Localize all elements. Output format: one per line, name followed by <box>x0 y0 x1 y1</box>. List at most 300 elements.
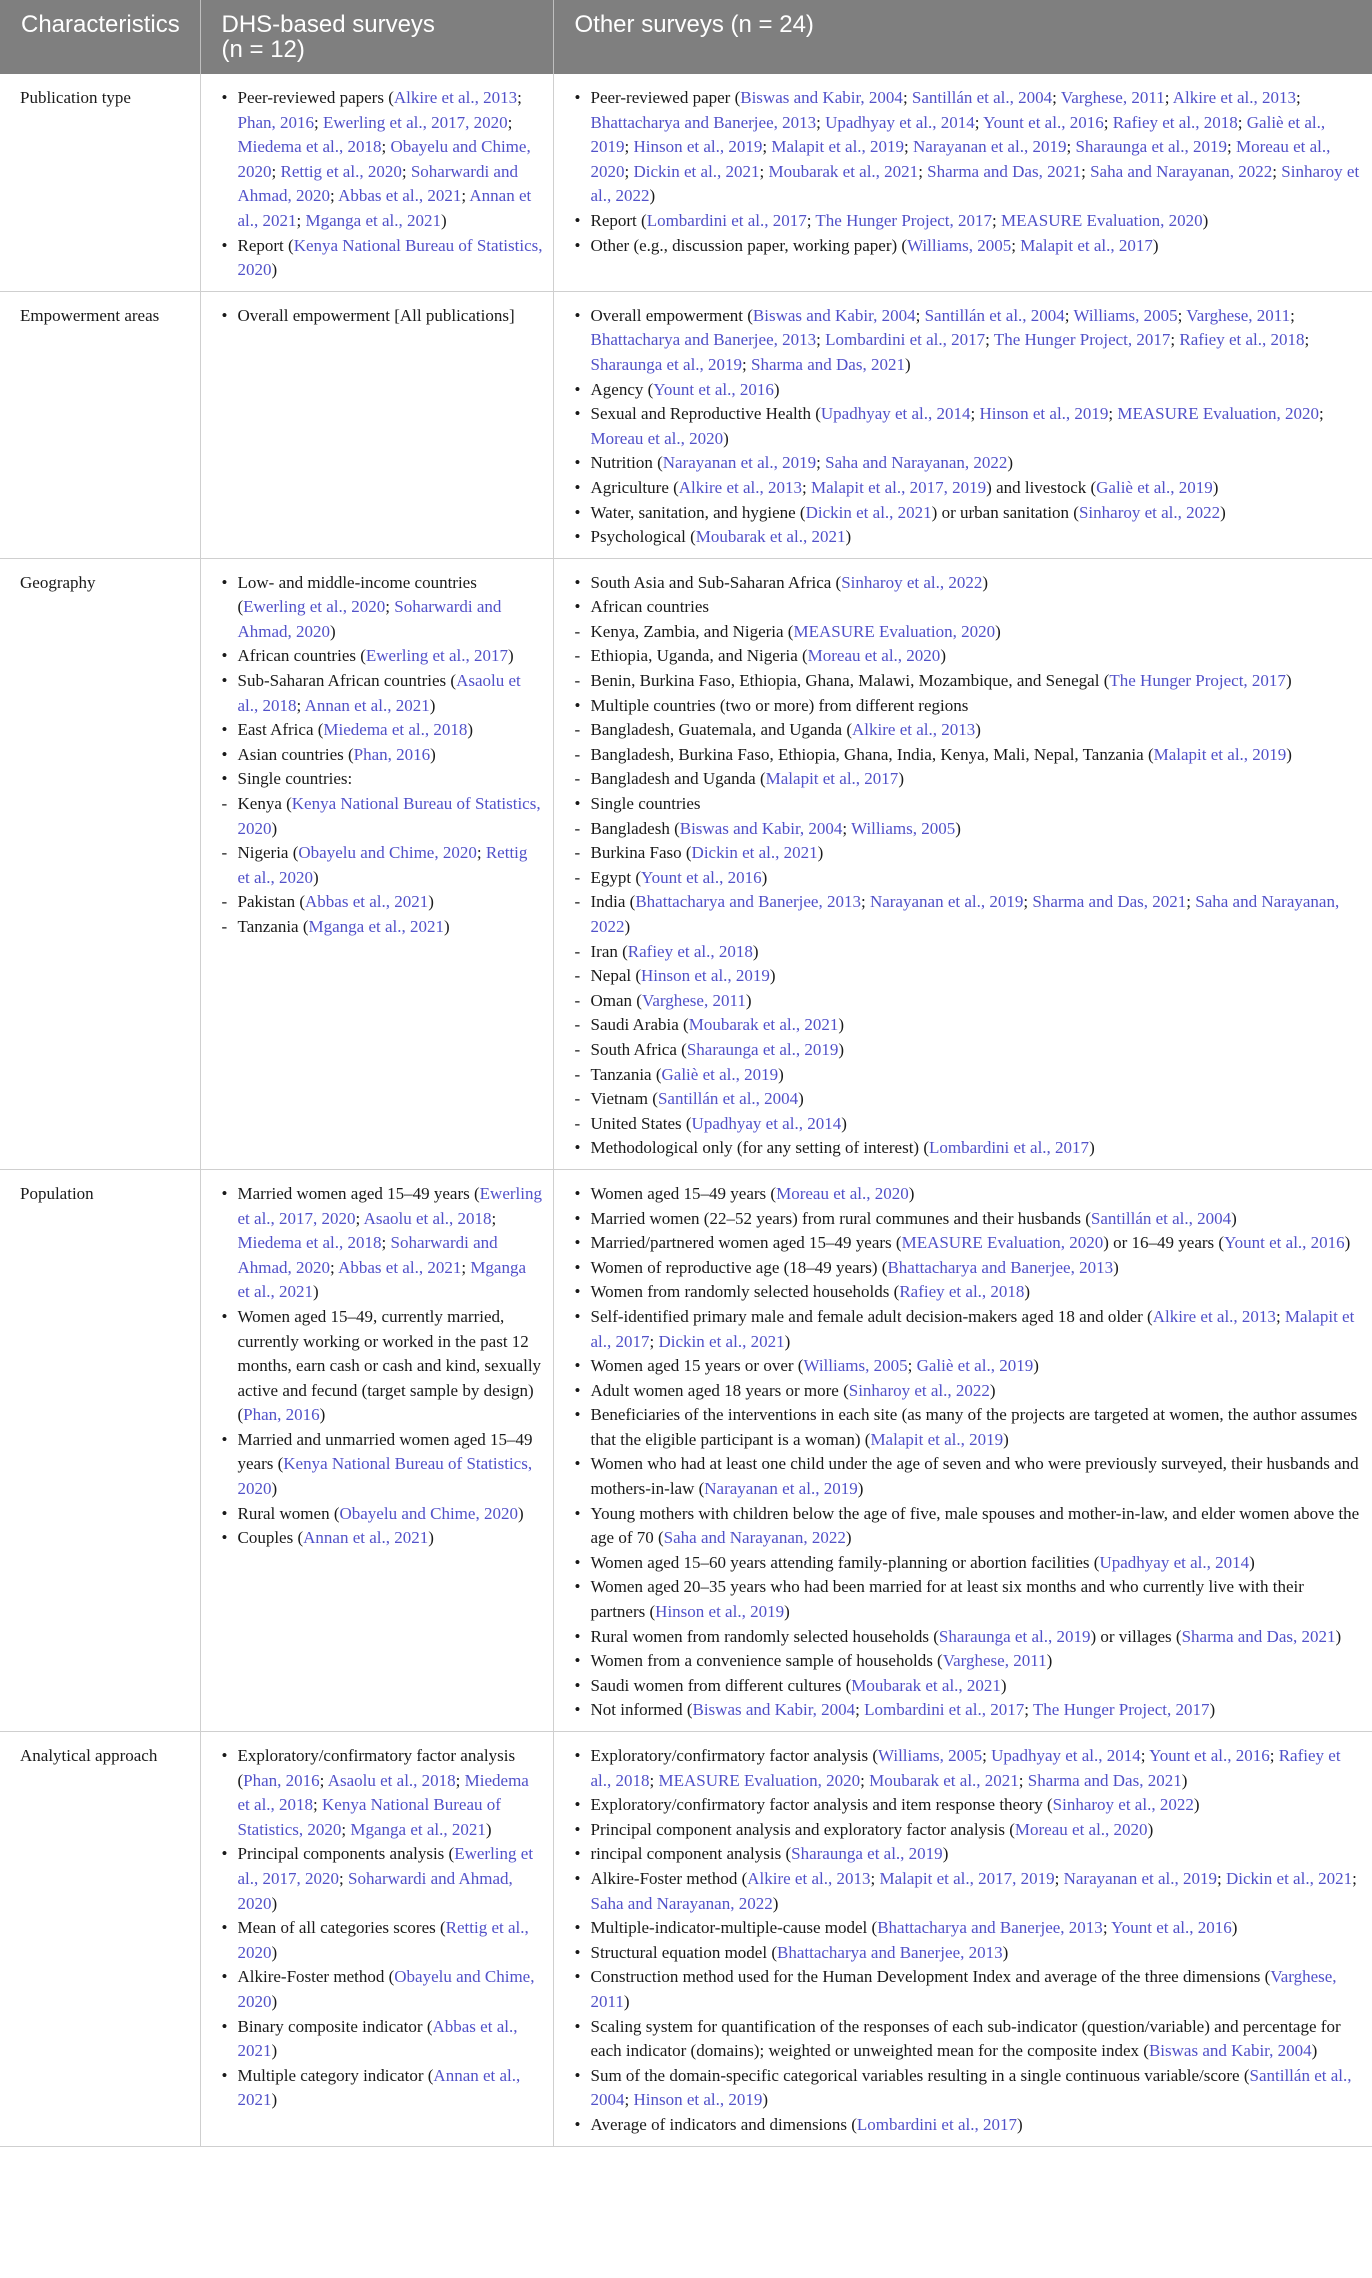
citation-link[interactable]: Rafiey et al., 2018 <box>590 1746 1341 1790</box>
citation-link[interactable]: Santillán et al., 2004 <box>590 2065 1352 2110</box>
citation-link[interactable]: Williams, 2005 <box>877 1746 983 1765</box>
citation-link[interactable]: Phan, 2016 <box>243 1405 320 1425</box>
citation-link[interactable]: Rettig et al., 2020 <box>237 843 528 887</box>
item-text: ) <box>778 1064 784 1084</box>
citation-link[interactable]: Yount et al., 2016 <box>641 867 762 887</box>
citation-link[interactable]: Malapit et al., 2019 <box>1153 744 1287 764</box>
citation-link[interactable]: Moreau et al., 2020 <box>776 1183 909 1203</box>
citation-link[interactable]: Upadhyay et al., 2014 <box>825 112 975 132</box>
citation-link[interactable]: Annan et al., 2021 <box>237 2065 521 2110</box>
other-cell <box>553 1169 1372 1731</box>
citation-link[interactable]: Kenya National Bureau of Statistics, 2020 <box>237 794 541 838</box>
citation-link[interactable]: Miedema et al., 2018 <box>237 1770 529 1815</box>
list-item <box>221 2064 543 2113</box>
item-text: Other (e.g., discussion paper, working paper) ( <box>590 235 908 255</box>
citation-link[interactable]: Alkire et al., 2013 <box>747 1868 871 1888</box>
item-text: ) <box>995 621 1001 641</box>
item-text: ) <box>857 1479 864 1499</box>
citation-link[interactable]: Obayelu and Chime, 2020 <box>237 137 531 181</box>
sub-list-item <box>574 1112 1363 1137</box>
citation-link[interactable]: Bhattacharya and Banerjee, 2013 <box>590 112 817 132</box>
citation-link[interactable]: Varghese, 2011 <box>641 990 746 1010</box>
item-text: ; <box>1108 404 1118 424</box>
citation-link[interactable]: Miedema et al., 2018 <box>237 137 382 157</box>
citation-link[interactable]: Galiè et al., 2019 <box>916 1356 1034 1376</box>
item-text: Agency ( <box>590 379 654 399</box>
sub-list-item <box>221 890 543 915</box>
citation-link[interactable]: Rafiey et al., 2018 <box>1112 112 1238 132</box>
citation-link[interactable]: Moubarak et al., 2021 <box>768 161 919 181</box>
list-item <box>221 767 543 939</box>
citation-link[interactable]: MEASURE Evaluation, 2020 <box>658 1770 861 1790</box>
citation-link[interactable]: The Hunger Project, 2017 <box>815 210 992 230</box>
item-text: ; <box>381 1233 391 1253</box>
list-item <box>221 669 543 718</box>
citation-link[interactable]: Santillán et al., 2004 <box>924 305 1065 325</box>
citation-link[interactable]: Narayanan et al., 2019 <box>704 1479 858 1499</box>
citation-link[interactable]: Rafiey et al., 2018 <box>1179 330 1305 350</box>
citation-link[interactable]: Biswas and Kabir, 2004 <box>692 1700 856 1720</box>
citation-link[interactable]: Saha and Narayanan, 2022 <box>590 892 1340 936</box>
citation-link[interactable]: Sharma and Das, 2021 <box>927 161 1082 181</box>
citation-link[interactable]: Phan, 2016 <box>243 1770 320 1790</box>
citation-link[interactable]: Hinson et al., 2019 <box>633 2090 763 2110</box>
citation-link[interactable]: Williams, 2005 <box>1073 305 1178 325</box>
citation-link[interactable]: Rettig et al., 2020 <box>280 161 402 181</box>
citation-link[interactable]: Moreau et al., 2020 <box>590 137 1331 181</box>
citation-link[interactable]: MEASURE Evaluation, 2020 <box>1000 210 1203 230</box>
item-text: ; <box>330 186 339 206</box>
citation-link[interactable]: Biswas and Kabir, 2004 <box>740 88 903 107</box>
item-text: Women aged 15–49, currently married, currently working or worked in the past 12 months, earn cash or cash and kind, sexually active and fecund (target sample by design) ( <box>237 1306 542 1425</box>
citation-link[interactable]: Yount et al., 2016 <box>1111 1918 1232 1938</box>
list-item <box>574 402 1363 451</box>
item-text: ; <box>1186 892 1196 912</box>
citation-link[interactable]: Sharma and Das, 2021 <box>1032 892 1187 912</box>
item-text: Multiple category indicator ( <box>237 2065 434 2085</box>
item-text: Alkire-Foster method ( <box>237 1967 395 1987</box>
citation-link[interactable]: Hinson et al., 2019 <box>633 137 763 157</box>
item-text: ) <box>798 1089 804 1109</box>
bullet-list <box>221 304 543 329</box>
list-item <box>574 1379 1363 1404</box>
list-item <box>574 694 1363 792</box>
list-item <box>574 451 1363 476</box>
item-text: ; <box>1054 1868 1064 1888</box>
item-text: ) <box>444 917 450 936</box>
item-text: rincipal component analysis ( <box>590 1844 792 1864</box>
citation-link[interactable]: Soharwardi and Ahmad, 2020 <box>237 1868 513 1913</box>
citation-link[interactable]: Malapit et al., 2017, 2019 <box>810 477 987 497</box>
item-text: ) <box>908 1183 915 1203</box>
citation-link[interactable]: Sharma and Das, 2021 <box>1181 1626 1336 1646</box>
citation-link[interactable]: Rafiey et al., 2018 <box>627 941 753 961</box>
list-item <box>221 2015 543 2064</box>
citation-link[interactable]: Malapit et al., 2017, 2019 <box>879 1868 1055 1888</box>
citation-link[interactable]: Sharaunga et al., 2019 <box>686 1039 839 1059</box>
citation-link[interactable]: Dickin et al., 2021 <box>691 843 818 863</box>
item-text: Women aged 20–35 years who had been married for at least six months and who currently live with their partners ( <box>590 1577 1304 1622</box>
citation-link[interactable]: Sinharoy et al., 2022 <box>1052 1795 1194 1815</box>
citation-link[interactable]: Williams, 2005 <box>851 818 956 838</box>
citation-link[interactable]: Bhattacharya and Banerjee, 2013 <box>590 330 817 350</box>
other-cell <box>553 558 1372 1169</box>
list-item <box>574 1649 1363 1674</box>
item-text: ; <box>649 1331 659 1351</box>
item-text: ; <box>517 88 522 107</box>
item-text: ) <box>898 769 904 789</box>
citation-link[interactable]: Sharaunga et al., 2019 <box>1075 137 1227 157</box>
citation-link[interactable]: Saha and Narayanan, 2022 <box>590 1893 773 1913</box>
sub-list-item <box>574 620 1363 645</box>
citation-link[interactable]: Abbas et al., 2021 <box>338 1257 462 1277</box>
citation-link[interactable]: Saha and Narayanan, 2022 <box>1090 161 1273 181</box>
citation-link[interactable]: Bhattacharya and Banerjee, 2013 <box>776 1942 1003 1962</box>
item-text: ) <box>845 527 852 547</box>
item-text: ; <box>1269 1746 1279 1765</box>
citation-link[interactable]: Moubarak et al., 2021 <box>851 1675 1001 1695</box>
item-text: ) <box>1285 671 1292 691</box>
list-item <box>574 1305 1363 1354</box>
citation-link[interactable]: Sinharoy et al., 2022 <box>841 572 983 592</box>
citation-link[interactable]: Williams, 2005 <box>907 235 1012 255</box>
item-text: ) <box>1231 1208 1237 1228</box>
item-text: Multiple countries (two or more) from different regions <box>590 695 969 715</box>
citation-link[interactable]: Abbas et al., 2021 <box>338 186 462 206</box>
sub-list-item <box>574 1063 1363 1088</box>
list-item <box>221 743 543 768</box>
list-item <box>574 304 1363 378</box>
citation-link[interactable]: Narayanan et al., 2019 <box>869 892 1024 912</box>
citation-link[interactable]: Alkire et al., 2013 <box>852 720 976 740</box>
item-text: ; <box>904 137 914 157</box>
item-text: ) <box>989 1380 996 1400</box>
citation-link[interactable]: Asaolu et al., 2018 <box>327 1770 456 1790</box>
item-text: Mean of all categories scores ( <box>237 1918 446 1938</box>
list-item <box>574 1502 1363 1551</box>
citation-link[interactable]: Asaolu et al., 2018 <box>363 1208 492 1228</box>
list-item <box>221 86 543 234</box>
item-text: Nutrition ( <box>590 453 663 473</box>
list-item <box>574 595 1363 693</box>
citation-link[interactable]: Biswas and Kabir, 2004 <box>679 818 843 838</box>
bullet-list <box>574 1182 1363 1723</box>
citation-link[interactable]: Obayelu and Chime, 2020 <box>237 1967 535 2011</box>
sub-list <box>591 817 1363 1137</box>
citation-link[interactable]: Moreau et al., 2020 <box>1014 1819 1148 1839</box>
citation-link[interactable]: Mganga et al., 2021 <box>350 1819 486 1839</box>
item-text: Women aged 15–60 years attending family-planning or abortion facilities ( <box>590 1552 1100 1572</box>
item-text: ) or urban sanitation ( <box>931 502 1079 522</box>
citation-link[interactable]: MEASURE Evaluation, 2020 <box>901 1233 1104 1253</box>
citation-link[interactable]: Mganga et al., 2021 <box>305 210 442 230</box>
citation-link[interactable]: Annan et al., 2021 <box>237 186 532 230</box>
citation-link[interactable]: Malapit et al., 2017 <box>765 769 899 789</box>
item-text: ; <box>1272 161 1282 181</box>
citation-link[interactable]: Dickin et al., 2021 <box>805 502 932 522</box>
citation-link[interactable]: Upadhyay et al., 2014 <box>820 404 971 424</box>
citation-link[interactable]: Sinharoy et al., 2022 <box>590 161 1360 206</box>
sub-list <box>591 620 1363 694</box>
citation-link[interactable]: Dickin et al., 2021 <box>633 161 760 181</box>
citation-link[interactable]: Narayanan et al., 2019 <box>1063 1868 1218 1888</box>
citation-link[interactable]: Moreau et al., 2020 <box>590 428 724 448</box>
citation-link[interactable]: Abbas et al., 2021 <box>305 892 429 912</box>
item-text: ; <box>491 1208 497 1228</box>
item-text: ) <box>762 2090 769 2110</box>
item-text: ) or 16–49 years ( <box>1103 1233 1225 1253</box>
citation-link[interactable]: Phan, 2016 <box>353 744 431 764</box>
citation-link[interactable]: Yount et al., 2016 <box>1224 1233 1345 1253</box>
sub-list-item <box>221 841 543 890</box>
citation-link[interactable]: Kenya National Bureau of Statistics, 2020 <box>237 1454 533 1499</box>
citation-link[interactable]: Upadhyay et al., 2014 <box>691 1113 842 1133</box>
citation-link[interactable]: Ewerling et al., 2017, 2020 <box>237 1844 534 1888</box>
table-row-empowerment-areas <box>0 291 1372 558</box>
list-item <box>574 209 1363 234</box>
citation-link[interactable]: Galiè et al., 2019 <box>661 1064 779 1084</box>
citation-link[interactable]: Obayelu and Chime, 2020 <box>298 843 477 863</box>
item-text: ; <box>759 161 769 181</box>
item-text: ) <box>1016 2114 1023 2134</box>
citation-link[interactable]: Saha and Narayanan, 2022 <box>825 453 1008 473</box>
item-text: ) <box>1046 1651 1053 1671</box>
item-text: ) <box>784 1331 791 1351</box>
citation-link[interactable]: Moubarak et al., 2021 <box>688 1015 839 1035</box>
item-text: ; <box>907 1356 917 1376</box>
citation-link[interactable]: Narayanan et al., 2019 <box>662 453 817 473</box>
citation-link[interactable]: Biswas and Kabir, 2004 <box>752 305 916 325</box>
item-text: ) <box>940 646 946 666</box>
item-text: ) <box>1209 1700 1216 1720</box>
item-text: Iran ( <box>590 941 628 961</box>
citation-link[interactable]: Lombardini et al., 2017 <box>929 1138 1090 1158</box>
bullet-list <box>574 1744 1363 2138</box>
item-text: ; <box>1024 1700 1033 1720</box>
item-text: ; <box>855 1700 865 1720</box>
item-text: Construction method used for the Human Development Index and average of the three dimensions ( <box>590 1967 1271 1987</box>
list-item <box>221 718 543 743</box>
list-item <box>221 234 543 283</box>
item-text: ) <box>1024 1282 1031 1302</box>
sub-list-item <box>221 792 543 841</box>
list-item <box>574 1403 1363 1452</box>
item-text: ) <box>319 1405 326 1425</box>
citation-link[interactable]: Varghese, 2011 <box>1186 305 1291 325</box>
citation-link[interactable]: Alkire et al., 2013 <box>1152 1306 1276 1326</box>
item-text: ; <box>802 477 811 497</box>
bullet-list <box>221 1744 543 2113</box>
item-text: ; <box>1217 1868 1227 1888</box>
item-text: ; <box>624 137 634 157</box>
item-text: ) <box>1286 744 1292 764</box>
citation-link[interactable]: Hinson et al., 2019 <box>979 404 1109 424</box>
list-item <box>574 501 1363 526</box>
citation-link[interactable]: Yount et al., 2016 <box>1149 1746 1270 1765</box>
citation-link[interactable]: Santillán et al., 2004 <box>911 88 1053 107</box>
item-text: ) <box>942 1844 949 1864</box>
citation-link[interactable]: Moreau et al., 2020 <box>807 646 941 666</box>
citation-link[interactable]: Soharwardi and Ahmad, 2020 <box>237 161 518 206</box>
citation-link[interactable]: Miedema et al., 2018 <box>323 720 468 740</box>
citation-link[interactable]: Rettig et al., 2020 <box>237 1918 529 1962</box>
item-text: ) <box>508 646 514 666</box>
item-text: ) <box>723 428 729 448</box>
citation-link[interactable]: Ewerling et al., 2017, 2020 <box>237 1183 542 1228</box>
citation-link[interactable]: Moubarak et al., 2021 <box>695 527 846 547</box>
item-text: Women aged 15 years or over ( <box>590 1356 804 1376</box>
other-cell <box>553 291 1372 558</box>
item-text: Oman ( <box>590 990 642 1010</box>
item-text: ) <box>271 1991 278 2011</box>
item-text: Women from a convenience sample of households ( <box>590 1651 943 1671</box>
item-text: ; <box>816 112 826 132</box>
item-text: ) <box>1002 1942 1009 1962</box>
list-item <box>221 1526 543 1551</box>
sub-list-item <box>574 1087 1363 1112</box>
citation-link[interactable]: Obayelu and Chime, 2020 <box>339 1503 518 1523</box>
citation-link[interactable]: Lombardini et al., 2017 <box>864 1700 1025 1720</box>
citation-link[interactable]: Varghese, 2011 <box>590 1967 1337 2011</box>
citation-link[interactable]: MEASURE Evaluation, 2020 <box>1117 404 1320 424</box>
citation-link[interactable]: Dickin et al., 2021 <box>658 1331 785 1351</box>
citation-link[interactable]: MEASURE Evaluation, 2020 <box>793 621 996 641</box>
citation-link[interactable]: The Hunger Project, 2017 <box>1032 1700 1210 1720</box>
list-item <box>221 571 543 645</box>
item-text: Sum of the domain-specific categorical variables resulting in a single continuous variable/score ( <box>590 2065 1250 2085</box>
citation-link[interactable]: Biswas and Kabir, 2004 <box>1148 2041 1312 2061</box>
citation-link[interactable]: Lombardini et al., 2017 <box>856 2114 1017 2134</box>
citation-link[interactable]: Sharaunga et al., 2019 <box>938 1626 1091 1646</box>
citation-link[interactable]: Lombardini et al., 2017 <box>825 330 986 350</box>
citation-link[interactable]: Alkire et al., 2013 <box>393 88 518 107</box>
item-text: ; <box>870 1868 880 1888</box>
item-text: ) <box>761 867 768 887</box>
item-text: ) <box>517 1503 524 1523</box>
item-text: ) <box>769 966 776 986</box>
citation-link[interactable]: Bhattacharya and Banerjee, 2013 <box>635 892 861 912</box>
item-text: Single countries <box>590 794 701 814</box>
list-item <box>574 1698 1363 1723</box>
citation-link[interactable]: Sharaunga et al., 2019 <box>791 1844 943 1864</box>
citation-link[interactable]: Sharaunga et al., 2019 <box>590 354 743 374</box>
item-text: ; <box>1011 235 1021 255</box>
citation-link[interactable]: Sinharoy et al., 2022 <box>848 1380 990 1400</box>
table-row-analytical-approach <box>0 1732 1372 2147</box>
citation-link[interactable]: Ewerling et al., 2020 <box>243 597 386 617</box>
item-text: Tanzania ( <box>237 917 309 936</box>
item-text: Married women (22–52 years) from rural communes and their husbands ( <box>590 1208 1091 1228</box>
citation-link[interactable]: Yount et al., 2016 <box>653 379 774 399</box>
citation-link[interactable]: Saha and Narayanan, 2022 <box>663 1528 846 1548</box>
citation-link[interactable]: Malapit et al., 2017 <box>590 1306 1355 1351</box>
list-item <box>574 1354 1363 1379</box>
item-text: Not informed ( <box>590 1700 693 1720</box>
item-text: ) <box>271 1942 278 1962</box>
citation-link[interactable]: Galiè et al., 2019 <box>1096 477 1213 497</box>
citation-link[interactable]: Yount et al., 2016 <box>983 112 1104 132</box>
citation-link[interactable]: Mganga et al., 2021 <box>237 1257 527 1302</box>
citation-link[interactable]: Rafiey et al., 2018 <box>899 1282 1025 1302</box>
item-text: ) <box>1220 502 1226 522</box>
citation-link[interactable]: Varghese, 2011 <box>1060 88 1165 107</box>
citation-link[interactable]: Annan et al., 2021 <box>304 695 430 715</box>
citation-link[interactable]: Narayanan et al., 2019 <box>913 137 1067 157</box>
citation-link[interactable]: Soharwardi and Ahmad, 2020 <box>237 597 502 641</box>
citation-link[interactable]: Bhattacharya and Banerjee, 2013 <box>887 1257 1114 1277</box>
sub-list-item <box>574 964 1363 989</box>
citation-link[interactable]: Sharma and Das, 2021 <box>751 354 905 374</box>
item-text: ) <box>430 744 436 764</box>
item-text: Vietnam ( <box>590 1089 658 1109</box>
citation-link[interactable]: Hinson et al., 2019 <box>655 1602 785 1622</box>
citation-link[interactable]: Ewerling et al., 2017, 2020 <box>322 112 508 132</box>
citation-link[interactable]: Malapit et al., 2019 <box>870 1429 1004 1449</box>
citation-link[interactable]: Alkire et al., 2013 <box>678 477 802 497</box>
citation-link[interactable]: Ewerling et al., 2017 <box>365 646 508 666</box>
citation-link[interactable]: Upadhyay et al., 2014 <box>991 1746 1141 1765</box>
item-text: Beneficiaries of the interventions in each site (as many of the projects are targeted at women, the author assumes that the eligible participant is a woman) ( <box>590 1405 1358 1449</box>
citation-link[interactable]: Dickin et al., 2021 <box>1226 1868 1353 1888</box>
item-text: Rural women from randomly selected households ( <box>590 1626 939 1646</box>
list-item <box>221 1965 543 2014</box>
citation-link[interactable]: Mganga et al., 2021 <box>308 917 445 936</box>
citation-link[interactable]: Asaolu et al., 2018 <box>237 671 521 715</box>
item-text: Report ( <box>237 235 294 255</box>
citation-link[interactable]: Miedema et al., 2018 <box>237 1233 382 1253</box>
citation-link[interactable]: Lombardini et al., 2017 <box>646 210 807 230</box>
item-text: Report ( <box>590 210 647 230</box>
bullet-list <box>574 571 1363 1161</box>
bullet-list <box>221 571 543 940</box>
citation-link[interactable]: Malapit et al., 2019 <box>771 137 905 157</box>
citation-link[interactable]: Moubarak et al., 2021 <box>869 1770 1019 1790</box>
citation-link[interactable]: Varghese, 2011 <box>942 1651 1047 1671</box>
citation-link[interactable]: Bhattacharya and Banerjee, 2013 <box>877 1918 1103 1938</box>
citation-link[interactable]: Annan et al., 2021 <box>303 1528 429 1548</box>
item-text: ; <box>624 161 634 181</box>
item-text: ; <box>816 453 826 473</box>
citation-link[interactable]: The Hunger Project, 2017 <box>993 330 1171 350</box>
citation-link[interactable]: Upadhyay et al., 2014 <box>1099 1552 1250 1572</box>
citation-link[interactable]: Kenya National Bureau of Statistics, 2020 <box>237 235 543 280</box>
citation-link[interactable]: Abbas et al., 2021 <box>237 2016 518 2061</box>
citation-link[interactable]: Sharma and Das, 2021 <box>1027 1770 1182 1790</box>
citation-link[interactable]: Santillán et al., 2004 <box>1090 1208 1232 1228</box>
citation-link[interactable]: Alkire et al., 2013 <box>1172 88 1296 107</box>
citation-link[interactable]: Soharwardi and Ahmad, 2020 <box>237 1233 498 1277</box>
citation-link[interactable]: Santillán et al., 2004 <box>657 1089 799 1109</box>
item-text: ; <box>385 597 395 617</box>
item-text: ) <box>982 572 989 592</box>
item-text: ; <box>902 88 912 107</box>
citation-link[interactable]: Hinson et al., 2019 <box>641 966 770 986</box>
citation-link[interactable]: The Hunger Project, 2017 <box>1109 671 1286 691</box>
item-text: ; <box>381 137 391 157</box>
citation-link[interactable]: Galiè et al., 2019 <box>590 112 1326 157</box>
item-text: Exploratory/confirmatory factor analysis ( <box>590 1746 878 1765</box>
item-text: ) <box>271 2041 278 2061</box>
citation-link[interactable]: Kenya National Bureau of Statistics, 2020 <box>237 1795 501 1839</box>
citation-link[interactable]: Malapit et al., 2017 <box>1020 235 1153 255</box>
item-text: ) <box>1000 1675 1007 1695</box>
item-text: ; <box>1170 330 1180 350</box>
sub-list-item <box>574 1013 1363 1038</box>
citation-link[interactable]: Phan, 2016 <box>237 112 314 132</box>
list-item <box>221 1305 543 1428</box>
citation-link[interactable]: Williams, 2005 <box>803 1356 908 1376</box>
citation-link[interactable]: Sinharoy et al., 2022 <box>1078 502 1221 522</box>
